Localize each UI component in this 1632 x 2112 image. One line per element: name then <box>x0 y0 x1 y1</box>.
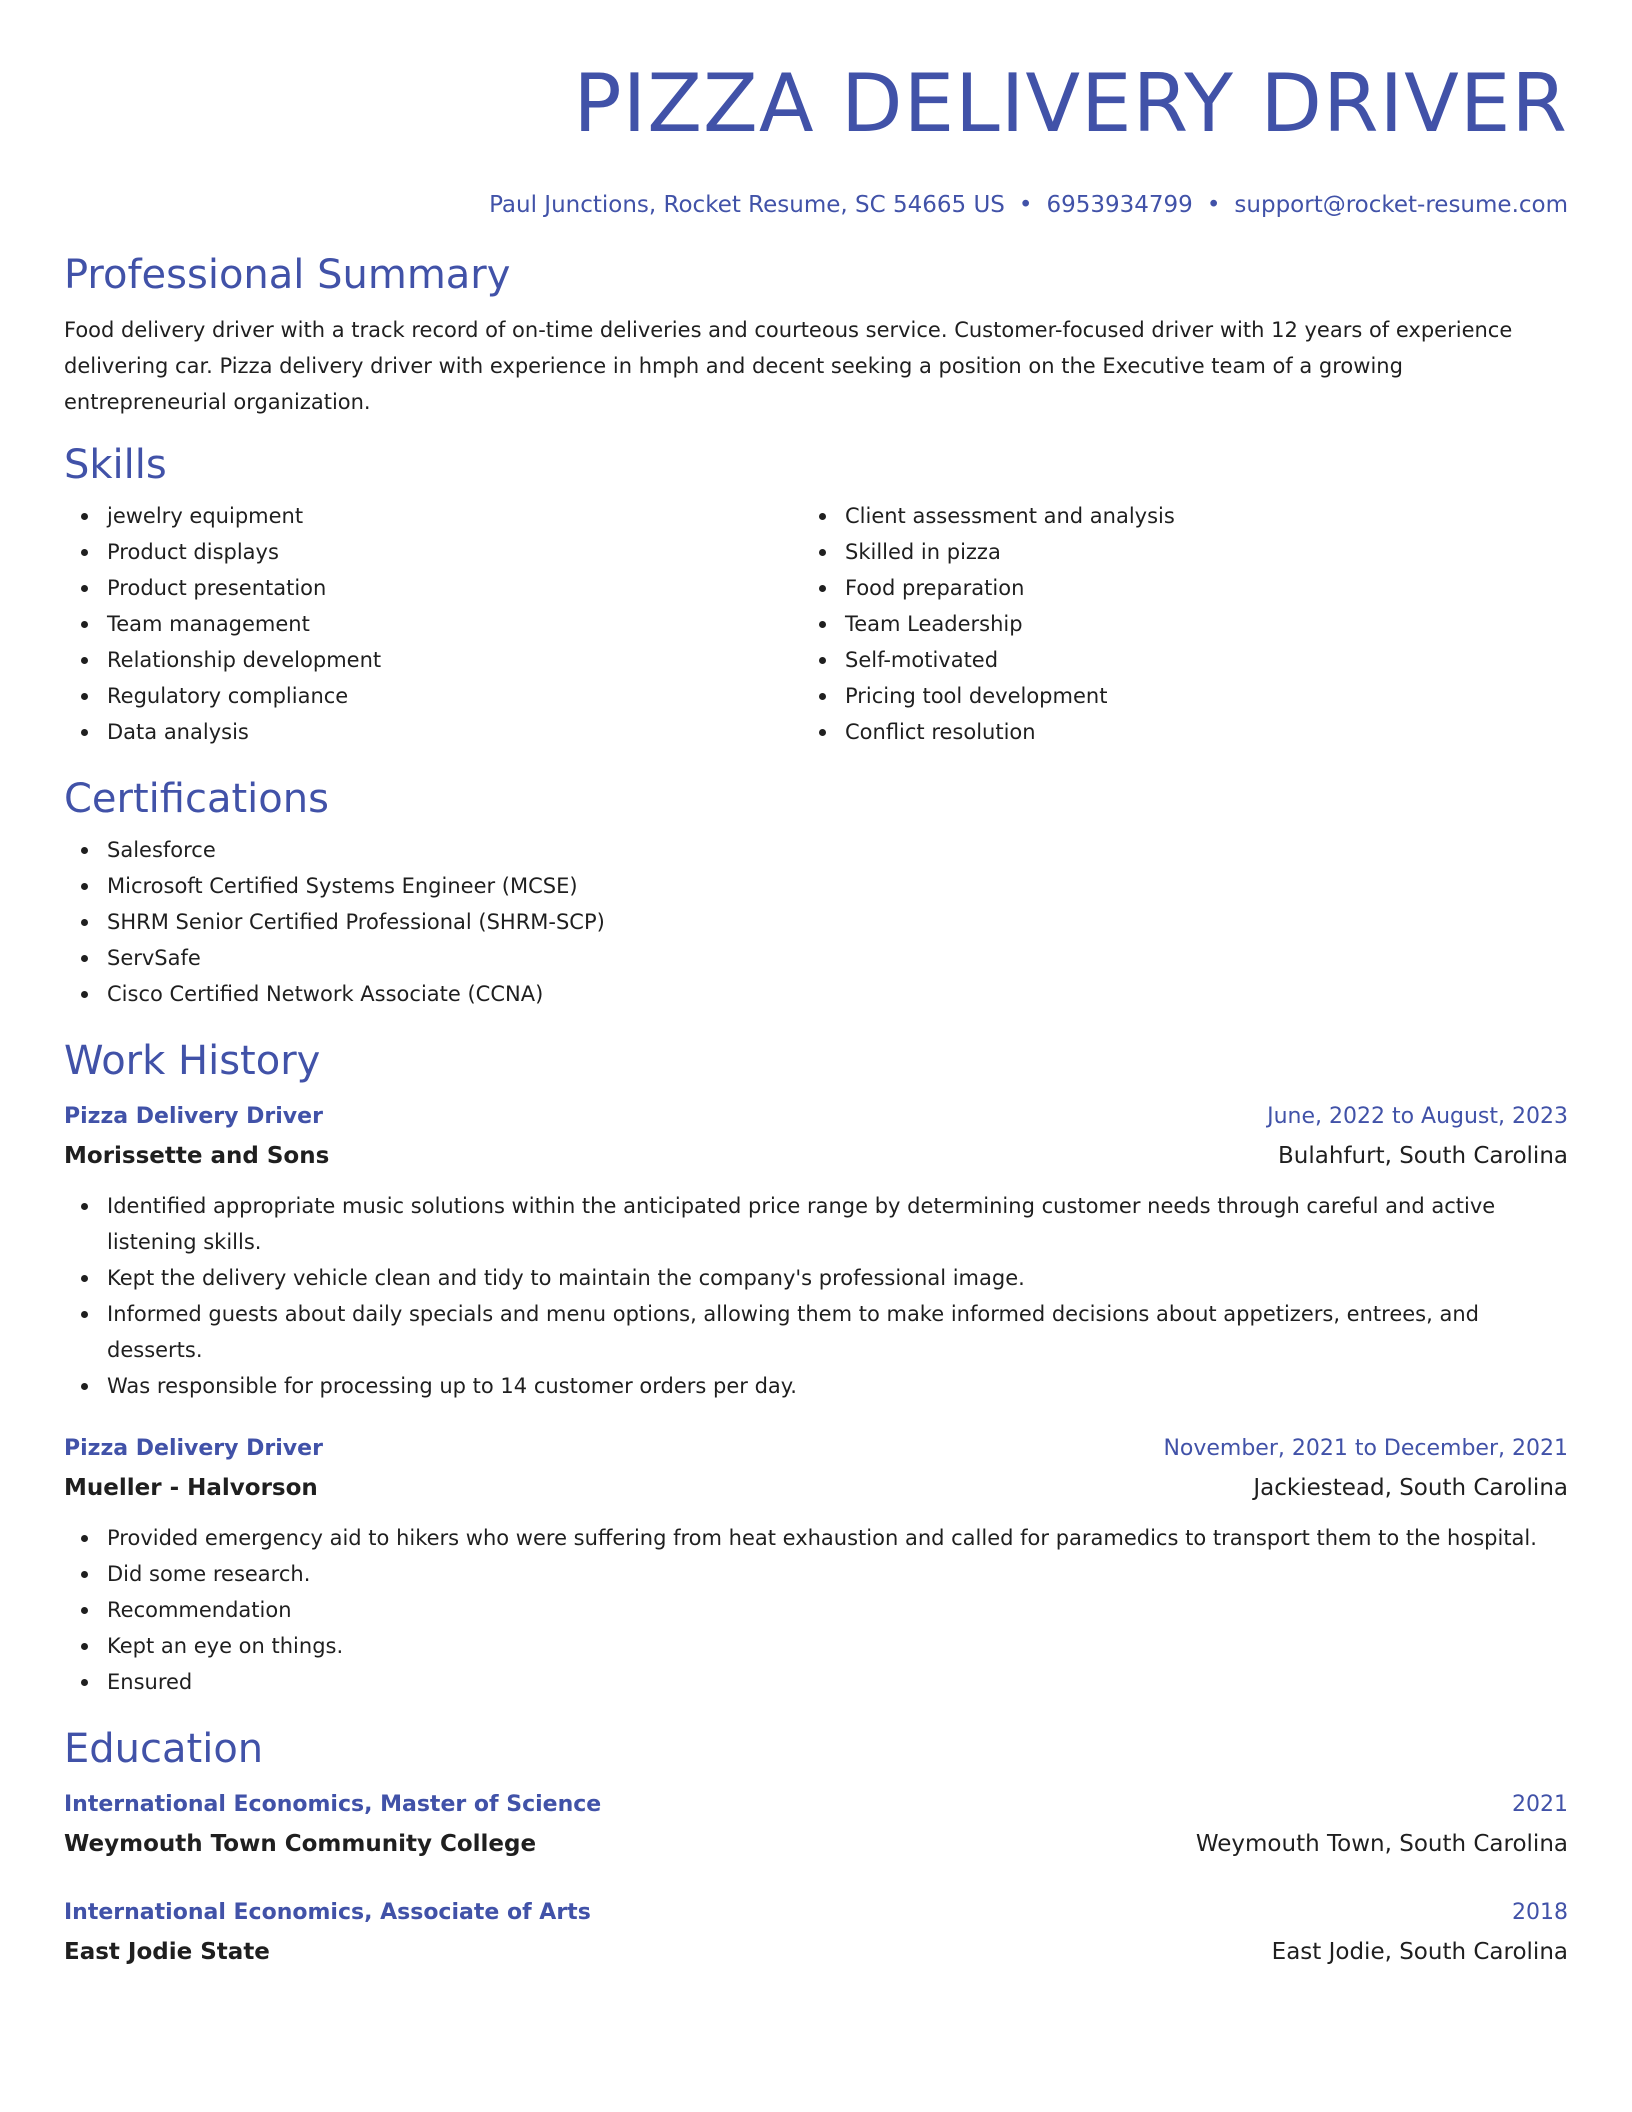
contact-separator: • <box>1018 192 1033 218</box>
section-title-education: Education <box>64 1726 264 1772</box>
list-item: Salesforce <box>64 832 1568 868</box>
skills-section <box>64 440 1568 750</box>
list-item: Self-motivated <box>802 642 1540 678</box>
contact-email: support@rocket-resume.com <box>1234 192 1568 218</box>
job-company: Mueller - Halvorson <box>64 1475 318 1501</box>
contact-line <box>64 190 1568 220</box>
section-title-summary: Professional Summary <box>64 252 511 298</box>
education-entry <box>64 1786 1568 1864</box>
list-item: Team Leadership <box>802 606 1540 642</box>
list-item: Relationship development <box>64 642 802 678</box>
list-item: Skilled in pizza <box>802 534 1540 570</box>
education-location: East Jodie, South Carolina <box>1271 1939 1568 1965</box>
job-role: Pizza Delivery Driver <box>64 1104 323 1129</box>
list-item: Team management <box>64 606 802 642</box>
education-year: 2018 <box>1512 1900 1568 1925</box>
job-company: Morissette and Sons <box>64 1143 330 1169</box>
list-item: SHRM Senior Certified Professional (SHRM-SCP) <box>64 904 1568 940</box>
list-item: ServSafe <box>64 940 1568 976</box>
resume-header <box>64 0 1568 220</box>
education-entry <box>64 1894 1568 1972</box>
work-section <box>64 1036 1568 1700</box>
section-title-certifications: Certifications <box>64 776 329 822</box>
contact-phone: 6953934799 <box>1046 192 1193 218</box>
skills-list-left <box>64 498 802 750</box>
job-header-row <box>64 1098 1568 1136</box>
list-item: Product displays <box>64 534 802 570</box>
job-dates: November, 2021 to December, 2021 <box>1163 1436 1568 1461</box>
job-entry <box>64 1430 1568 1700</box>
education-section <box>64 1724 1568 1972</box>
education-location: Weymouth Town, South Carolina <box>1195 1831 1568 1857</box>
summary-section <box>64 250 1568 420</box>
list-item: Data analysis <box>64 714 802 750</box>
contact-separator: • <box>1206 192 1221 218</box>
job-org-row <box>64 1136 1568 1176</box>
education-school: Weymouth Town Community College <box>64 1831 537 1857</box>
section-title-work: Work History <box>64 1038 321 1084</box>
skills-grid <box>64 498 1568 750</box>
job-header-row <box>64 1430 1568 1468</box>
list-item: Cisco Certified Network Associate (CCNA) <box>64 976 1568 1012</box>
list-item: Was responsible for processing up to 14 customer orders per day. <box>64 1368 1568 1404</box>
job-org-row <box>64 1468 1568 1508</box>
education-header-row <box>64 1786 1568 1824</box>
list-item: Did some research. <box>64 1556 1568 1592</box>
contact-address: Paul Junctions, Rocket Resume, SC 54665 US <box>489 192 1005 218</box>
list-item: Kept the delivery vehicle clean and tidy to maintain the company's professional image. <box>64 1260 1568 1296</box>
list-item: jewelry equipment <box>64 498 802 534</box>
list-item: Regulatory compliance <box>64 678 802 714</box>
education-degree: International Economics, Associate of Arts <box>64 1900 591 1925</box>
education-school: East Jodie State <box>64 1939 270 1965</box>
list-item: Product presentation <box>64 570 802 606</box>
certifications-list <box>64 832 1568 1012</box>
education-school-row <box>64 1932 1568 1972</box>
list-item: Client assessment and analysis <box>802 498 1540 534</box>
list-item: Recommendation <box>64 1592 1568 1628</box>
list-item: Pricing tool development <box>802 678 1540 714</box>
skills-list-right <box>802 498 1540 750</box>
job-location: Bulahfurt, South Carolina <box>1278 1143 1568 1169</box>
list-item: Kept an eye on things. <box>64 1628 1568 1664</box>
job-entry <box>64 1098 1568 1404</box>
job-role: Pizza Delivery Driver <box>64 1436 323 1461</box>
list-item: Microsoft Certified Systems Engineer (MCSE) <box>64 868 1568 904</box>
certifications-section <box>64 774 1568 1012</box>
page-title: PIZZA DELIVERY DRIVER <box>573 57 1568 150</box>
list-item: Informed guests about daily specials and menu options, allowing them to make informed decisions about appetizers, entrees, and desserts. <box>64 1296 1568 1368</box>
job-location: Jackiestead, South Carolina <box>1253 1475 1568 1501</box>
section-title-skills: Skills <box>64 442 167 488</box>
job-bullets <box>64 1520 1568 1700</box>
education-degree: International Economics, Master of Science <box>64 1792 602 1817</box>
education-school-row <box>64 1824 1568 1864</box>
list-item: Ensured <box>64 1664 1568 1700</box>
list-item: Conflict resolution <box>802 714 1540 750</box>
job-dates: June, 2022 to August, 2023 <box>1267 1104 1568 1129</box>
list-item: Identified appropriate music solutions within the anticipated price range by determining customer needs through careful and active listening skills. <box>64 1188 1568 1260</box>
list-item: Provided emergency aid to hikers who were suffering from heat exhaustion and called for paramedics to transport them to the hospital. <box>64 1520 1568 1556</box>
list-item: Food preparation <box>802 570 1540 606</box>
education-year: 2021 <box>1512 1792 1568 1817</box>
education-header-row <box>64 1894 1568 1932</box>
summary-text: Food delivery driver with a track record of on-time deliveries and courteous service. Customer-focused driver with 12 years of experience delivering car. Pizza delivery driver with experience in hmph and decent seeking a position on the Executive team of a growing entrepreneurial organization. <box>64 318 1513 414</box>
job-bullets <box>64 1188 1568 1404</box>
